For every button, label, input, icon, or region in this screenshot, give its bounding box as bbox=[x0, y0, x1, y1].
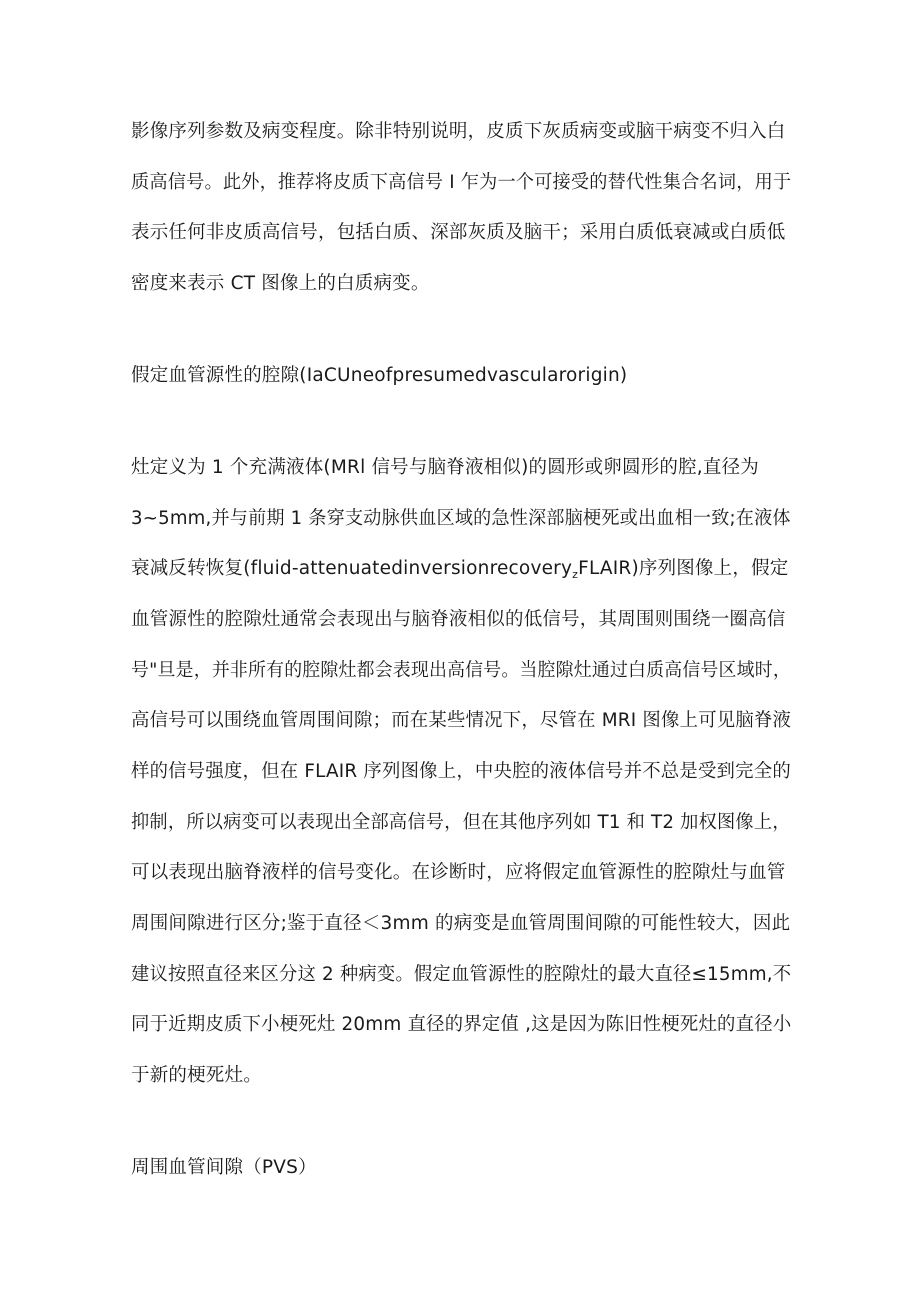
section-heading-pvs: 周围血管间隙（PVS） bbox=[131, 1157, 317, 1178]
paragraph-2-line-3 bbox=[131, 557, 788, 587]
paragraph-2-line-7: 样的信号强度，但在 FLAIR 序列图像上，中央腔的液体信号并不总是受到完全的 bbox=[131, 761, 791, 782]
paragraph-2-line-5: 号"旦是，并非所有的腔隙灶都会表现出高信号。当腔隙灶通过白质高信号区域时， bbox=[131, 660, 791, 681]
paragraph-2-line-2: 3~5mm,并与前期 1 条穿支动脉供血区域的急性深部脑梗死或出血相一致;在液体 bbox=[131, 508, 791, 529]
paragraph-2-line-10: 周围间隙进行区分;鉴于直径＜3mm 的病变是血管周围间隙的可能性较大，因此 bbox=[131, 913, 791, 934]
paragraph-2-line-11: 建议按照直径来区分这 2 种病变。假定血管源性的腔隙灶的最大直径≤15mm,不 bbox=[131, 964, 792, 985]
paragraph-2-line-3-text-b: FLAIR)序列图像上，假定 bbox=[578, 558, 789, 579]
paragraph-2-line-4: 血管源性的腔隙灶通常会表现出与脑脊液相似的低信号，其周围则围绕一圈高信 bbox=[131, 609, 786, 630]
paragraph-1-line-4: 密度来表示 CT 图像上的白质病变。 bbox=[131, 273, 430, 294]
paragraph-2-line-8: 抑制，所以病变可以表现出全部高信号，但在其他序列如 T1 和 T2 加权图像上， bbox=[131, 812, 791, 833]
paragraph-2-line-13: 于新的梗死灶。 bbox=[131, 1065, 262, 1086]
section-heading-lacune: 假定血管源性的腔隙(IaCUneofpresumedvascularorigin) bbox=[131, 365, 628, 386]
paragraph-2-line-6: 高信号可以围绕血管周围间隙；而在某些情况下，尽管在 MRI 图像上可见脑脊液 bbox=[131, 710, 792, 731]
paragraph-2-line-3-subscript: z bbox=[572, 568, 579, 581]
paragraph-1-line-1: 影像序列参数及病变程度。除非特别说明，皮质下灰质病变或脑干病变不归入白 bbox=[131, 121, 786, 142]
paragraph-2-line-1: 灶定义为 1 个充满液体(MRl 信号与脑脊液相似)的圆形或卵圆形的腔,直径为 bbox=[131, 457, 759, 478]
paragraph-2-line-9: 可以表现出脑脊液样的信号变化。在诊断时，应将假定血管源性的腔隙灶与血管 bbox=[131, 862, 786, 883]
paragraph-1-line-3: 表示任何非皮质高信号，包括白质、深部灰质及脑干；采用白质低衰减或白质低 bbox=[131, 222, 786, 243]
paragraph-1-line-2: 质高信号。此外，推荐将皮质下高信号 I 乍为一个可接受的替代性集合名词，用于 bbox=[131, 172, 792, 193]
paragraph-2-line-12: 同于近期皮质下小梗死灶 20mm 直径的界定值 ,这是因为陈旧性梗死灶的直径小 bbox=[131, 1014, 792, 1035]
paragraph-2-line-3-text-a: 衰减反转恢复(fluid-attenuatedinversionrecovery bbox=[131, 558, 573, 579]
